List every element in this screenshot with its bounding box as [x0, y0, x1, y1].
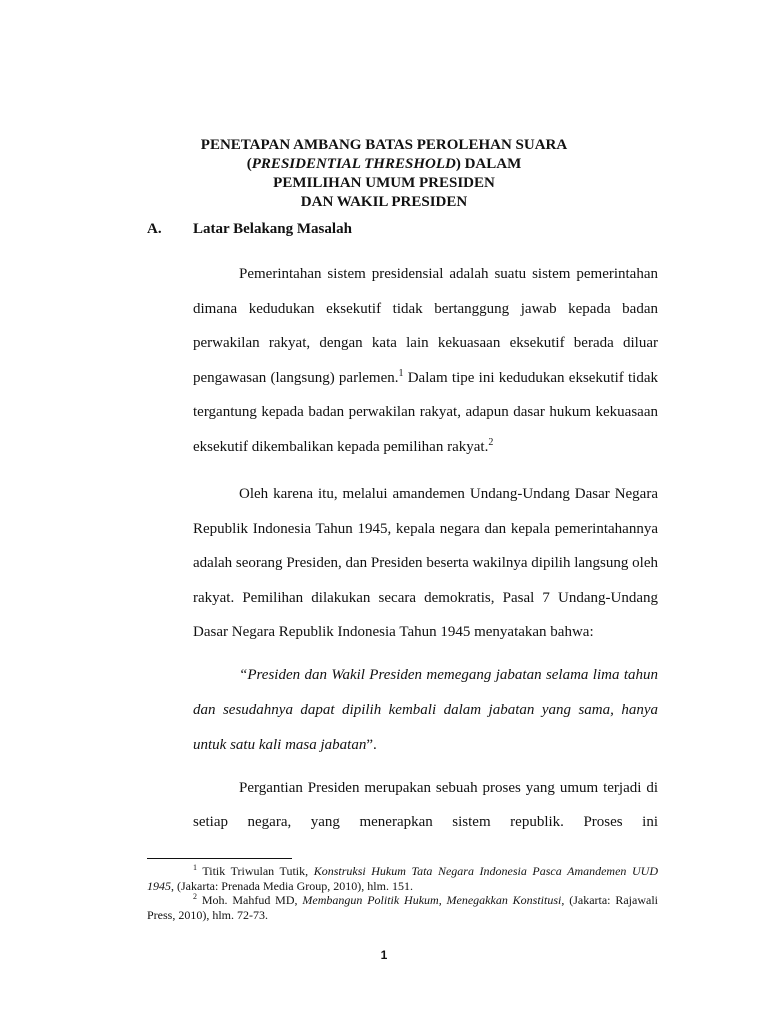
paragraph-2: Oleh karena itu, melalui amandemen Undang-Undang Dasar Negara Republik Indonesia Tahun 1945, kepala negara dan kepala pemerintahannya adalah seorang Presiden, dan Presiden beserta wakilnya dipilih langsung oleh rakyat. Pemilihan dilakukan secara demokratis, Pasal 7 Undang-Undang Dasar Negara Republik Indonesia Tahun 1945 menyatakan bahwa: [193, 486, 658, 640]
quote-text: “Presiden dan Wakil Presiden memegang jabatan selama lima tahun dan sesudahnya dapat dipilih kembali dalam jabatan yang sama, hanya untuk satu kali masa jabatan [193, 666, 658, 753]
footnote-1-title: Konstruksi Hukum Tata Negara Indonesia Pasca Amandemen UUD 1945 [147, 864, 658, 893]
title-italic-term: PRESIDENTIAL THRESHOLD [251, 156, 456, 172]
section-title: Latar Belakang Masalah [193, 221, 352, 237]
footnote-1-pre: Titik Triwulan Tutik, [197, 864, 314, 878]
footnote-separator [147, 858, 292, 859]
body-text [193, 257, 658, 840]
title-paren-open: ( [246, 156, 252, 172]
footnote-2-number: 2 [193, 892, 197, 901]
footnote-ref-1[interactable]: 1 [398, 367, 404, 379]
title-line-3: PEMILIHAN UMUM PRESIDEN [273, 175, 495, 191]
title-line-2 [0, 155, 768, 174]
title-line-1: PENETAPAN AMBANG BATAS PEROLEHAN SUARA [200, 137, 568, 153]
footnote-1-post: , (Jakarta: Prenada Media Group, 2010), hlm. 151. [171, 878, 413, 893]
footnote-1 [147, 864, 658, 893]
paragraph-3: Pergantian Presiden merupakan sebuah proses yang umum terjadi di setiap negara, yang menerapkan sistem republik. Proses ini [193, 779, 658, 830]
footnote-1-number: 1 [193, 863, 197, 872]
footnote-2-pre: Moh. Mahfud MD, [197, 893, 303, 907]
paragraph-1-text-2: Dalam tipe ini kedudukan eksekutif tidak tergantung kepada badan perwakilan rakyat, adapun dasar hukum kekuasaan eksekutif dikembalikan kepada pemilihan rakyat. [193, 369, 658, 455]
page-number: 1 [380, 948, 388, 962]
title-line-4: DAN WAKIL PRESIDEN [300, 194, 468, 210]
section-number: A. [147, 221, 162, 237]
paragraph-1 [193, 257, 658, 464]
document-title [0, 136, 768, 212]
footnotes [147, 864, 658, 922]
footnote-ref-2[interactable]: 2 [488, 436, 494, 448]
footnote-2 [147, 893, 658, 922]
quote-close: ”. [366, 736, 377, 753]
block-quote [193, 658, 658, 763]
title-paren-close: ) DALAM [455, 156, 522, 172]
footnote-2-title: Membangun Politik Hukum, Menegakkan Konstitusi [302, 893, 562, 907]
paragraph-1-text: Pemerintahan sistem presidensial adalah suatu sistem pemerintahan dimana kedudukan eksekutif tidak bertanggung jawab kepada badan perwakilan rakyat, dengan kata lain kekuasaan eksekutif berada diluar pengawasan (langsung) parlemen. [193, 266, 658, 386]
footnote-2-post: , (Jakarta: Rajawali Press, 2010), hlm. 72-73. [147, 893, 658, 922]
